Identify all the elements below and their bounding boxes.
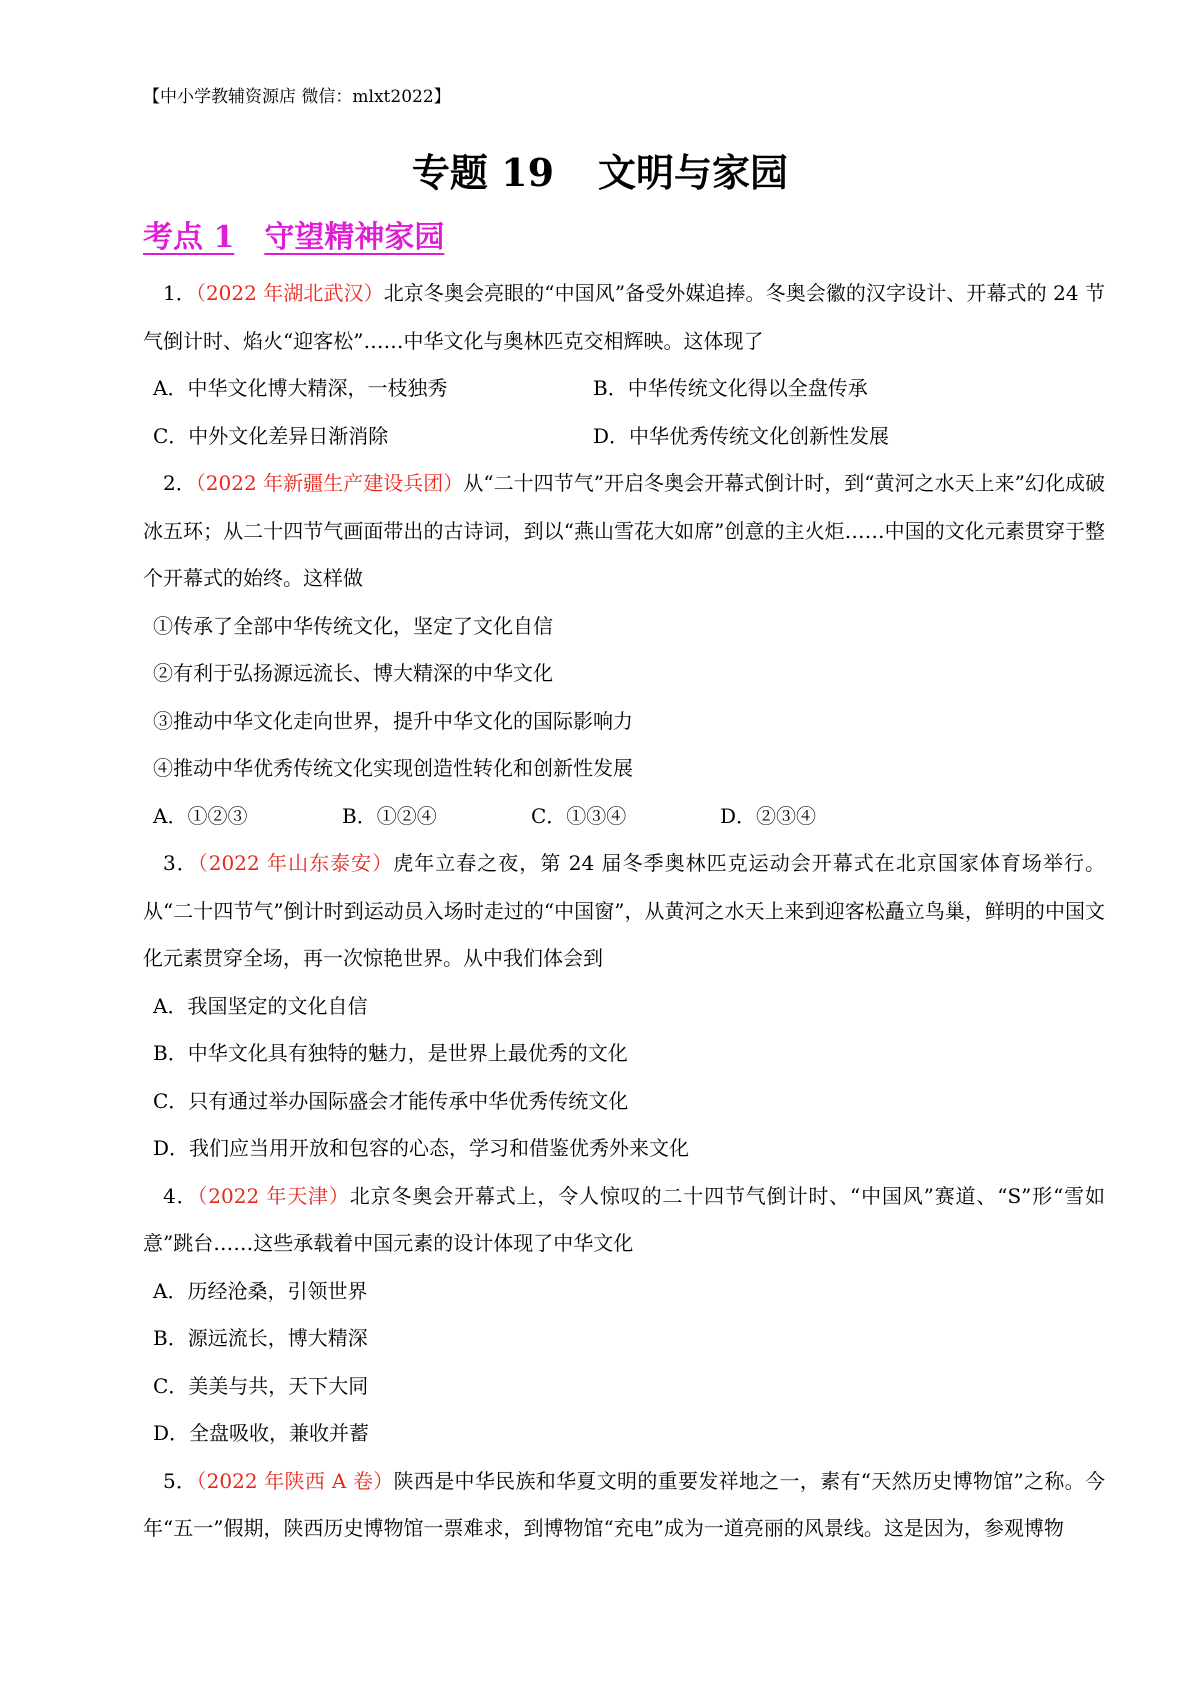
statement-3: ③推动中华文化走向世界，提升中华文化的国际影响力 bbox=[153, 708, 633, 733]
question-source: （2022 年山东泰安） bbox=[197, 851, 394, 875]
option-c: C．①③④ bbox=[531, 803, 627, 828]
question-number: 3． bbox=[163, 851, 198, 875]
question-text: 北京冬奥会亮眼的“中国风”备受外媒追捧。冬奥会徽的汉字设计、开幕式的 24 节气倒计时、焰火“迎客松”……中华文化与奥林匹克交相辉映。这体现了 bbox=[143, 281, 1105, 353]
option-d: D．中华优秀传统文化创新性发展 bbox=[593, 423, 890, 448]
option-b: B．中华文化具有独特的魅力，是世界上最优秀的文化 bbox=[153, 1041, 628, 1065]
question-number: 5． bbox=[163, 1468, 197, 1493]
option-d: D．全盘吸收，兼收并蓄 bbox=[153, 1421, 370, 1445]
option-b: B．①②④ bbox=[342, 803, 437, 828]
option-c: C．中外文化差异日渐消除 bbox=[153, 423, 389, 448]
section-number: 考点 1 bbox=[143, 220, 235, 255]
question-stem bbox=[143, 1458, 1105, 1553]
question-source: （2022 年陕西 A 卷） bbox=[196, 1468, 394, 1493]
question-number: 1． bbox=[163, 281, 196, 305]
statement-2: ②有利于弘扬源远流长、博大精深的中华文化 bbox=[153, 661, 553, 685]
title-topic-name: 文明与家园 bbox=[598, 150, 789, 195]
option-a: A．中华文化博大精深，一枝独秀 bbox=[153, 376, 448, 400]
question-stem bbox=[143, 840, 1105, 983]
option-b: B．源远流长，博大精深 bbox=[153, 1326, 368, 1350]
option-a: A．历经沧桑，引领世界 bbox=[153, 1278, 368, 1303]
option-row bbox=[143, 365, 1105, 413]
header-note: 【中小学教辅资源店 微信：mlxt2022】 bbox=[143, 87, 451, 107]
statement-4: ④推动中华优秀传统文化实现创造性转化和创新性发展 bbox=[153, 756, 633, 780]
option-row bbox=[143, 413, 1105, 461]
question-text: 北京冬奥会开幕式上，令人惊叹的二十四节气倒计时、“中国风”赛道、“S”形“雪如意”跳台……这些承载着中国元素的设计体现了中华文化 bbox=[143, 1183, 1105, 1255]
title-topic-number: 专题 19 bbox=[411, 150, 555, 195]
question-text: 虎年立春之夜，第 24 届冬季奥林匹克运动会开幕式在北京国家体育场举行。从“二十四节气”倒计时到运动员入场时走过的“中国窗”，从黄河之水天上来到迎客松矗立鸟巢，鲜明的中国文化元素贯穿全场，再一次惊艳世界。从中我们体会到 bbox=[143, 851, 1105, 970]
question-4 bbox=[143, 1173, 1105, 1458]
question-stem bbox=[143, 460, 1105, 603]
statement-1: ①传承了全部中华传统文化，坚定了文化自信 bbox=[153, 613, 553, 638]
question-stem bbox=[143, 1173, 1105, 1268]
page-title bbox=[0, 143, 1200, 203]
option-c: C．美美与共，天下大同 bbox=[153, 1373, 369, 1398]
question-source: （2022 年湖北武汉） bbox=[195, 281, 384, 305]
question-stem bbox=[143, 270, 1105, 365]
question-3 bbox=[143, 840, 1105, 1173]
question-text: 从“二十四节气”开启冬奥会开幕式倒计时，到“黄河之水天上来”幻化成破冰五环；从二十四节气画面带出的古诗词，到以“燕山雪花大如席”创意的主火炬……中国的文化元素贯穿于整个开幕式的始终。这样做 bbox=[143, 471, 1105, 590]
question-2 bbox=[143, 460, 1105, 840]
option-d: D．②③④ bbox=[720, 803, 817, 828]
question-text: 陕西是中华民族和华夏文明的重要发祥地之一，素有“天然历史博物馆”之称。今年“五一”假期，陕西历史博物馆一票难求，到博物馆“充电”成为一道亮丽的风景线。这是因为，参观博物 bbox=[143, 1468, 1105, 1540]
option-a: A．我国坚定的文化自信 bbox=[153, 993, 368, 1018]
question-source: （2022 年新疆生产建设兵团） bbox=[195, 471, 464, 495]
question-1 bbox=[143, 270, 1105, 460]
section-heading bbox=[143, 213, 444, 263]
option-d: D．我们应当用开放和包容的心态，学习和借鉴优秀外来文化 bbox=[153, 1136, 690, 1160]
option-b: B．中华传统文化得以全盘传承 bbox=[593, 376, 868, 400]
section-name: 守望精神家园 bbox=[264, 220, 445, 255]
question-number: 2． bbox=[163, 471, 196, 495]
question-list bbox=[143, 270, 1105, 1553]
option-row bbox=[143, 793, 1105, 841]
question-5 bbox=[143, 1458, 1105, 1553]
question-source: （2022 年天津） bbox=[197, 1183, 350, 1208]
option-c: C．只有通过举办国际盛会才能传承中华优秀传统文化 bbox=[153, 1088, 629, 1113]
option-a: A．①②③ bbox=[153, 803, 248, 828]
question-number: 4． bbox=[163, 1183, 198, 1208]
